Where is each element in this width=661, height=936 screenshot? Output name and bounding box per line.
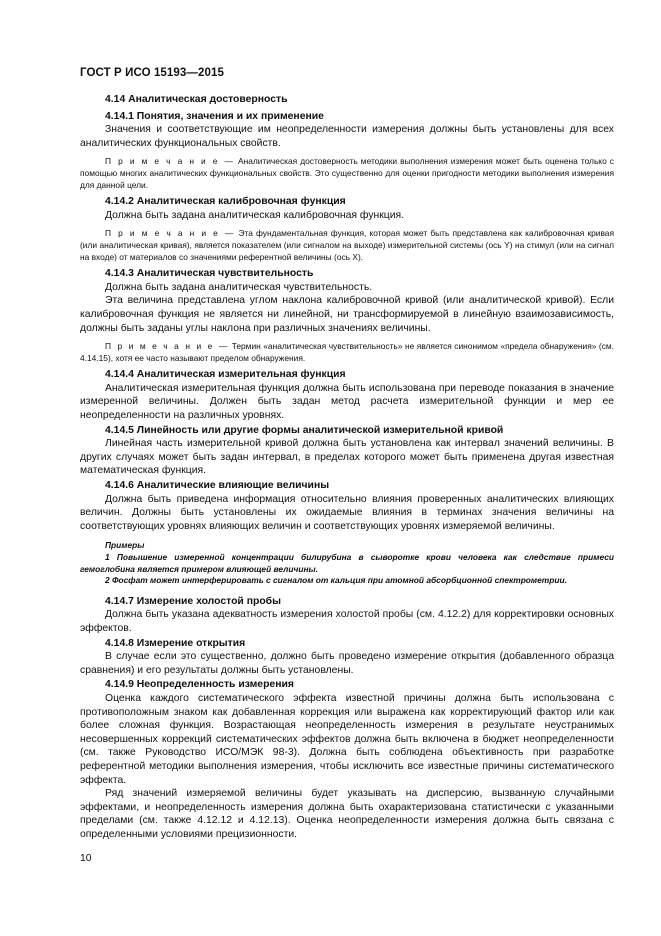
- paragraph: Должна быть приведена информация относительно влияния проверенных аналитических влияющих величин. Должны быть установлены их ожидаемые влияния в терминах значения величины на соответствующих уровнях влияющих величин и соответствующих уровнях измеряемой величины.: [80, 493, 614, 532]
- paragraph: Оценка каждого систематического эффекта известной причины должна быть использована с противоположным знаком как добавленная коррекция или выражена как корректирующий фактор или как более сложная функция. Возрастающая неопределенность измерения в результате неустранимых несовершенных коррекций систематических эффектов должна быть включена в бюджет неопределенности (см. также Руководство ИСО/МЭК 98-3). Должна быть соблюдена объективность при разработке референтной методики выполнения измерения, чтобы исключить все известные причины систематического эффекта.: [80, 692, 614, 786]
- section-heading-4-14: 4.14 Аналитическая достоверность: [105, 94, 288, 105]
- note: [80, 228, 614, 263]
- paragraph: Должна быть задана аналитическая калибровочная функция.: [105, 209, 405, 221]
- note-label: П р и м е ч а н и е —: [105, 156, 235, 167]
- note-text: Термин «аналитическая чувствительность» не является синонимом «предела обнаружения» (см. 4.14.15), хотя ее часто называют пределом обнаружения.: [80, 341, 614, 363]
- section-heading-4-14-9: 4.14.9 Неопределенность измерения: [105, 679, 294, 691]
- paragraph: Значения и соответствующие им неопределенности измерения должны быть установлены для всех аналитических функциональных свойств.: [80, 124, 614, 149]
- examples-title: Примеры: [105, 540, 145, 551]
- section-heading-4-14-2: 4.14.2 Аналитическая калибровочная функция: [105, 196, 346, 208]
- section-heading-4-14-4: 4.14.4 Аналитическая измерительная функция: [105, 369, 346, 381]
- section-heading-4-14-5: 4.14.5 Линейность или другие формы аналитической измерительной кривой: [105, 424, 504, 436]
- paragraph: Ряд значений измеряемой величины будет указывать на дисперсию, вызванную случайными эффектами, и неопределенность измерения должна быть охарактеризована статистически с указанными пределами (см. также 4.12.12 и 4.12.13). Оценка неопределенности измерения должна быть связана с определенными условиями прецизионности.: [80, 788, 614, 840]
- paragraph: Аналитическая измерительная функция должна быть использована при переводе показания в значение измеренной величины. Должен быть задан метод расчета измерительной функции и мер ее неопределенности на различных уровнях.: [80, 382, 614, 422]
- note: [80, 156, 614, 191]
- section-heading-4-14-3: 4.14.3 Аналитическая чувствительность: [105, 268, 314, 280]
- document-code-header: ГОСТ Р ИСО 15193—2015: [80, 67, 225, 79]
- note: [80, 341, 614, 364]
- paragraph: В случае если это существенно, должно быть проведено измерение открытия (добавленного образца сравнения) и его результаты должны быть установлены.: [80, 651, 614, 676]
- note-text: Эта фундаментальная функция, которая может быть представлена как калибровочная кривая (или аналитическая кривая), является показателем (или сигналом на выходе) измерительной системы (ось Y) на стимул (или на сигнал на входе) от материалов со значениями референтной величины (ось X).: [80, 228, 614, 262]
- section-heading-4-14-1: 4.14.1 Понятия, значения и их применение: [105, 110, 324, 122]
- example-item: 1 Повышение измеренной концентрации билирубина в сыворотке крови человека как следствие примеси гемоглобина является примером влияющей величины.: [80, 552, 614, 574]
- note-label: П р и м е ч а н и е —: [105, 341, 230, 352]
- document-body: [80, 93, 614, 841]
- section-heading-4-14-6: 4.14.6 Аналитические влияющие величины: [105, 480, 330, 492]
- paragraph: Должна быть указана адекватность измерения холостой пробы (см. 4.12.2) для корректировки основных эффектов.: [80, 609, 614, 634]
- note-text: Аналитическая достоверность методики выполнения измерения может быть оценена только с помощью многих аналитических функциональных свойств. Это существенно для оценки пригодности методики выполнения измерения для данной цели.: [80, 156, 614, 190]
- note-label: П р и м е ч а н и е —: [105, 228, 236, 239]
- paragraph: Эта величина представлена углом наклона калибровочной кривой (или аналитической кривой). Если калибровочная функция не является ни линейной, ни трансформируемой в линейную взаимозависимость, должны быть заданы углы наклона при различных значениях величины.: [80, 295, 614, 334]
- page-number: 10: [80, 853, 92, 864]
- example-item: 2 Фосфат может интерферировать с сигналом от кальция при атомной абсорбционной спектрометрии.: [105, 575, 567, 586]
- paragraph: Должна быть задана аналитическая чувствительность.: [105, 281, 373, 293]
- section-heading-4-14-7: 4.14.7 Измерение холостой пробы: [105, 595, 281, 607]
- paragraph: Линейная часть измерительной кривой должна быть установлена как интервал значений величины. В других случаях может быть задан интервал, в пределах которого может быть применена другая известная математическая функция.: [80, 438, 614, 477]
- section-heading-4-14-8: 4.14.8 Измерение открытия: [105, 637, 246, 649]
